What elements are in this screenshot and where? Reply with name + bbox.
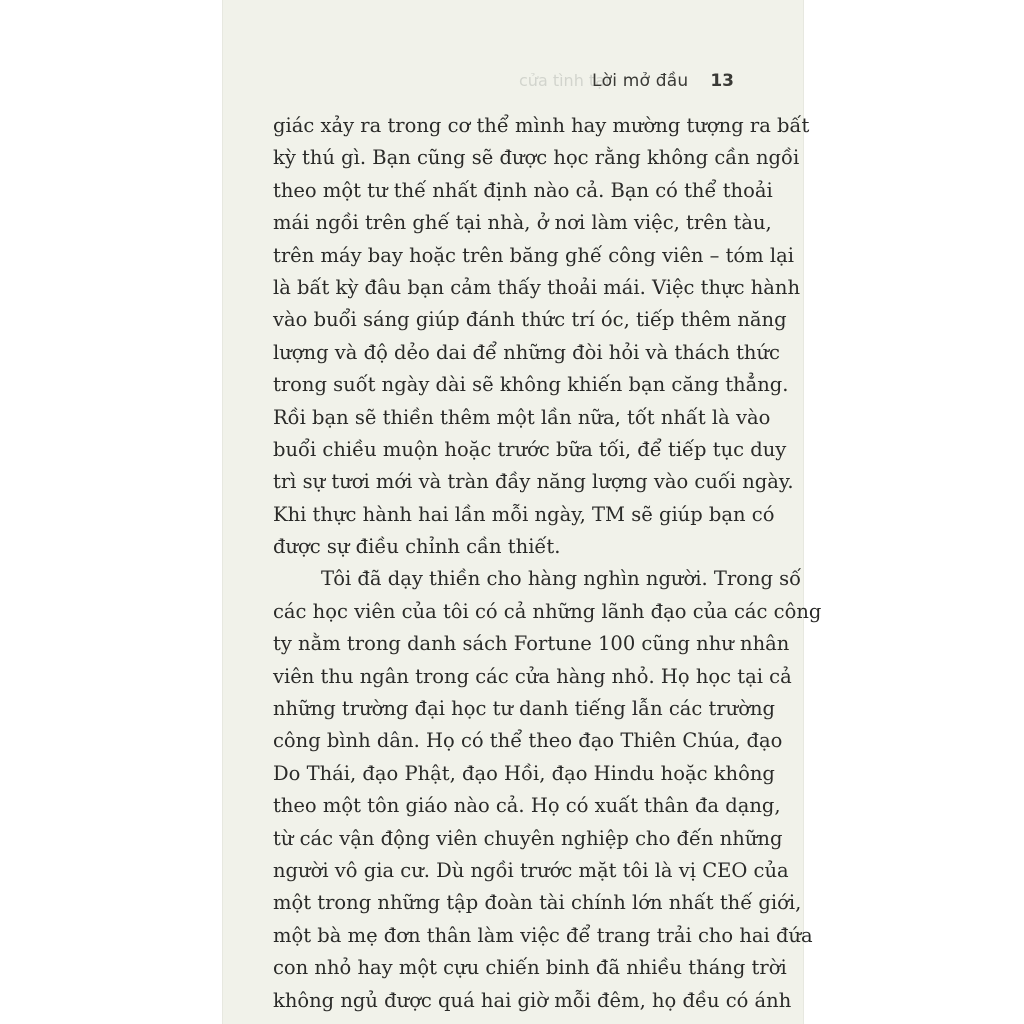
text-line: một trong những tập đoàn tài chính lớn nhất thế giới, <box>273 891 802 915</box>
text-line: là bất kỳ đâu bạn cảm thấy thoải mái. Việc thực hành <box>273 275 801 299</box>
text-line: mái ngồi trên ghế tại nhà, ở nơi làm việc, trên tàu, <box>273 211 772 235</box>
text-line: một bà mẹ đơn thân làm việc để trang trải cho hai đứa <box>273 923 813 947</box>
text-line: lượng và độ dẻo dai để những đòi hỏi và thách thức <box>273 340 780 364</box>
text-line: công bình dân. Họ có thể theo đạo Thiên Chúa, đạo <box>273 729 783 753</box>
text-line: từ các vận động viên chuyên nghiệp cho đến những <box>273 826 783 850</box>
book-page <box>222 0 822 1024</box>
text-line: Rồi bạn sẽ thiền thêm một lần nữa, tốt nhất là vào <box>273 405 771 429</box>
chapter-title: Lời mở đầu <box>591 71 689 91</box>
text-line: trì sự tươi mới và tràn đầy năng lượng vào cuối ngày. <box>273 470 794 494</box>
text-line: Do Thái, đạo Phật, đạo Hồi, đạo Hindu hoặc không <box>273 761 775 785</box>
text-line: Tôi đã dạy thiền cho hàng nghìn người. Trong số <box>321 567 802 591</box>
text-line: buổi chiều muộn hoặc trước bữa tối, để tiếp tục duy <box>273 437 787 461</box>
text-line: các học viên của tôi có cả những lãnh đạo của các công <box>273 599 822 623</box>
text-line: trong suốt ngày dài sẽ không khiến bạn căng thẳng. <box>273 373 789 397</box>
bleed-through-text: cửa tình tại <box>519 71 610 90</box>
text-line: theo một tư thế nhất định nào cả. Bạn có thể thoải <box>273 178 773 202</box>
body-text <box>273 110 822 1017</box>
text-line: theo một tôn giáo nào cả. Họ có xuất thân đa dạng, <box>273 794 781 818</box>
text-line: những trường đại học tư danh tiếng lẫn các trường <box>273 697 776 721</box>
text-line: người vô gia cư. Dù ngồi trước mặt tôi là vị CEO của <box>273 858 789 882</box>
paragraph <box>273 110 810 563</box>
text-line: không ngủ được quá hai giờ mỗi đêm, họ đều có ánh <box>273 988 792 1012</box>
text-line: giác xảy ra trong cơ thể mình hay mường tượng ra bất <box>273 114 810 137</box>
text-line: được sự điều chỉnh cần thiết. <box>273 535 561 559</box>
running-header <box>592 71 734 91</box>
text-line: viên thu ngân trong các cửa hàng nhỏ. Họ học tại cả <box>273 664 792 688</box>
text-line: con nhỏ hay một cựu chiến binh đã nhiều tháng trời <box>273 956 787 980</box>
text-line: kỳ thú gì. Bạn cũng sẽ được học rằng không cần ngồi <box>273 146 800 170</box>
page-number: 13 <box>710 71 734 91</box>
text-line: Khi thực hành hai lần mỗi ngày, TM sẽ giúp bạn có <box>273 502 775 526</box>
paragraph <box>273 563 822 1016</box>
text-line: trên máy bay hoặc trên băng ghế công viên – tóm lại <box>273 243 794 267</box>
text-line: ty nằm trong danh sách Fortune 100 cũng như nhân <box>273 632 790 656</box>
text-line: vào buổi sáng giúp đánh thức trí óc, tiếp thêm năng <box>273 308 787 332</box>
